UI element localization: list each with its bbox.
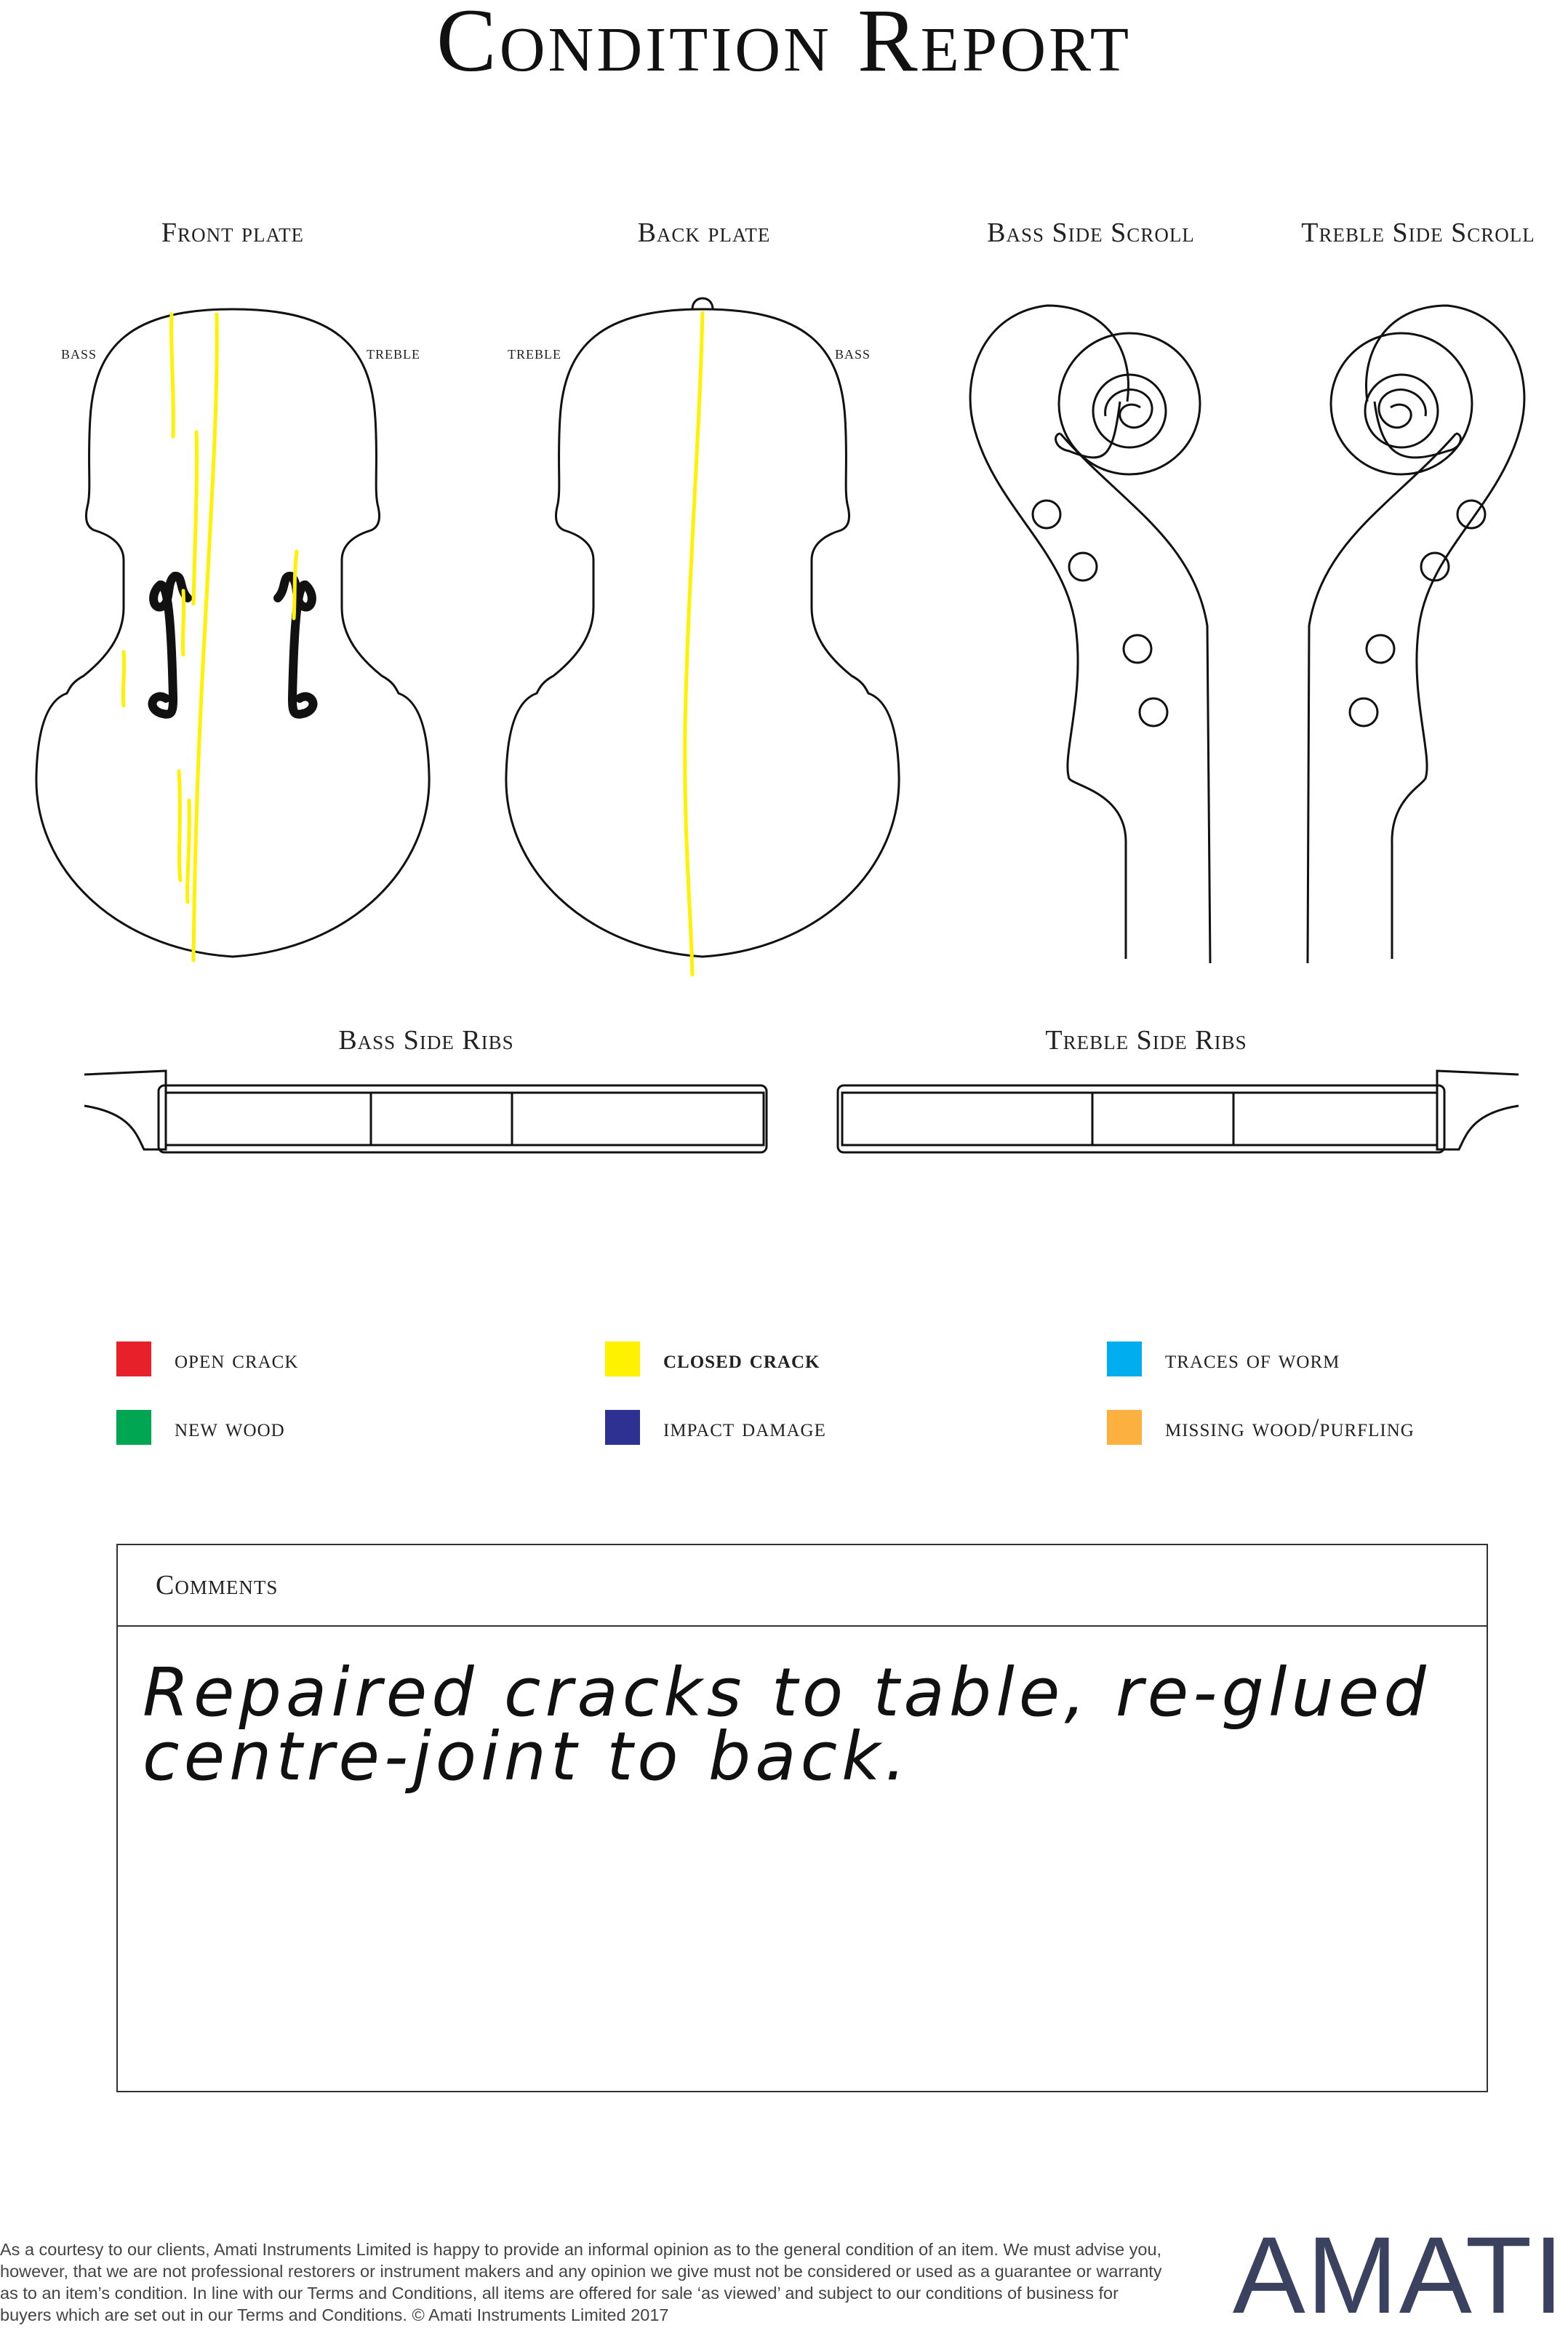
page-title: Condition Report xyxy=(436,0,1132,90)
bass-side-scroll-diagram xyxy=(970,306,1210,963)
bass-side-ribs-diagram xyxy=(84,1071,767,1152)
footer-disclaimer: As a courtesy to our clients, Amati Instruments Limited is happy to provide an informal opinion as to the general condition of an item. We must advise you, however, that we are not professional restorers or instrument makers and any opinion we give must not be considered or used as a guarantee or warranty as to an item’s condition. In line with our Terms and Conditions, all items are offered for sale ‘as viewed’ and subject to our conditions of business for buyers which are set out in our Terms and Conditions. © Amati Instruments Limited 2017 xyxy=(0,2240,1162,2324)
back-plate-diagram xyxy=(506,298,899,957)
swatch-navy xyxy=(605,1410,640,1445)
legend-open-crack: open crack xyxy=(116,1342,298,1376)
swatch-blue xyxy=(1107,1342,1142,1376)
front-plate-crack-markings xyxy=(123,314,297,960)
swatch-red xyxy=(116,1342,151,1376)
treble-side-ribs-label: Treble Side Ribs xyxy=(1045,1025,1247,1056)
swatch-yellow xyxy=(605,1342,640,1376)
bass-side-scroll-label: Bass Side Scroll xyxy=(987,218,1195,248)
front-plate-bass-label: bass xyxy=(61,342,97,363)
handwritten-line-1: Repaired cracks to table, re-glued xyxy=(143,1654,1431,1731)
legend-new-wood: new wood xyxy=(116,1410,285,1445)
amati-logo: AMATI xyxy=(1232,2214,1565,2336)
back-plate-bass-label: bass xyxy=(835,342,871,363)
handwritten-line-2: centre-joint to back. xyxy=(143,1718,911,1795)
swatch-green xyxy=(116,1410,151,1445)
legend-missing-wood-purfling: missing wood/purfling xyxy=(1107,1410,1415,1445)
treble-side-scroll-diagram xyxy=(1308,306,1524,963)
back-plate-treble-label: treble xyxy=(508,342,561,363)
back-plate-label: Back plate xyxy=(637,218,771,248)
front-plate-treble-label: treble xyxy=(367,342,420,363)
swatch-orange xyxy=(1107,1410,1142,1445)
bass-side-ribs-label: Bass Side Ribs xyxy=(338,1025,514,1056)
comments-heading: Comments xyxy=(118,1545,1487,1627)
front-plate-label: Front plate xyxy=(161,218,305,248)
treble-side-scroll-label: Treble Side Scroll xyxy=(1301,218,1535,248)
front-plate-diagram xyxy=(36,309,429,957)
treble-side-ribs-diagram xyxy=(838,1071,1519,1152)
legend-closed-crack: closed crack xyxy=(605,1342,820,1376)
legend-impact-damage: impact damage xyxy=(605,1410,826,1445)
comments-handwriting xyxy=(118,1627,1487,2092)
comments-box xyxy=(116,1544,1488,2092)
back-plate-crack-markings xyxy=(685,313,703,975)
legend-traces-of-worm: traces of worm xyxy=(1107,1342,1340,1376)
